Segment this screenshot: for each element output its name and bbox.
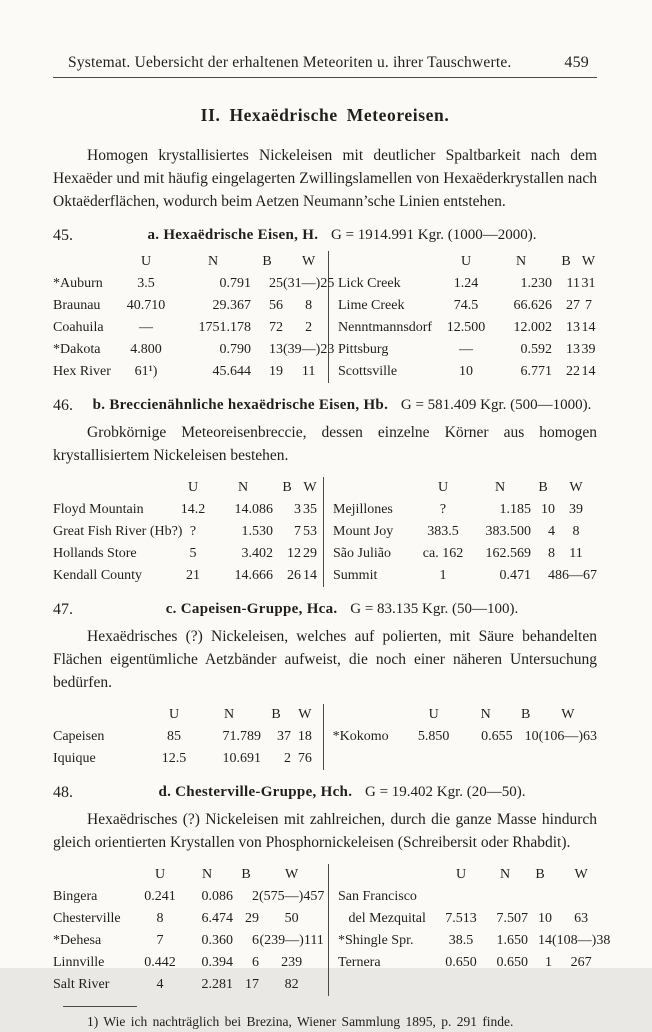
meteorite-table-45-right <box>338 251 597 383</box>
table-cell: 1.530 <box>241 524 273 539</box>
meteorite-name: *Shingle Spr. <box>338 933 414 948</box>
table-cell: 29 <box>303 546 317 561</box>
col-header: W <box>302 254 316 269</box>
table-cell: 5.850 <box>417 729 450 744</box>
col-header: U <box>187 480 199 495</box>
table-cell: 2.281 <box>201 977 233 992</box>
table-cell: 26 <box>287 568 301 583</box>
meteorite-name: Floyd Mountain <box>53 502 144 517</box>
table-cell: 383.5 <box>427 524 459 539</box>
meteorite-name: Pittsburg <box>338 342 389 357</box>
col-header-spacer <box>333 704 409 726</box>
meteorite-table-47-left <box>53 704 319 770</box>
table-cell: 35 <box>303 502 317 517</box>
table-cell: 162.569 <box>485 546 531 561</box>
col-header: U <box>154 867 166 882</box>
table-cell: 39 <box>569 502 583 517</box>
col-header: N <box>480 707 491 722</box>
col-header: B <box>561 254 571 269</box>
table-cell: 4 <box>548 524 555 539</box>
table-cell: 6 <box>252 933 259 948</box>
meteorite-name: Hollands Store <box>53 546 137 561</box>
meteorite-name: Bingera <box>53 889 98 904</box>
meteorite-name: Mount Joy <box>333 524 394 539</box>
col-header-spacer <box>333 477 417 499</box>
section-46-heading <box>53 397 597 414</box>
table-cell: 10.691 <box>222 751 261 766</box>
section-47-name: c. Capeisen-Gruppe, Hca. <box>165 601 338 617</box>
table-cell: 10 <box>524 729 539 744</box>
section-45-tables <box>53 251 597 383</box>
meteorite-name: Nenntmannsdorf <box>338 320 433 335</box>
table-cell <box>552 886 610 908</box>
section-47-tables <box>53 704 597 770</box>
table-cell: 0.241 <box>144 889 176 904</box>
col-header: W <box>303 480 317 495</box>
table-cell: 239 <box>281 955 303 970</box>
meteorite-table-46-left <box>53 477 319 587</box>
table-cell: 7.513 <box>445 911 477 926</box>
table-cell: 383.500 <box>485 524 531 539</box>
table-cell: 82 <box>284 977 299 992</box>
table-cell: 14 <box>581 320 596 335</box>
meteorite-table-45-left <box>53 251 335 383</box>
col-header: N <box>494 480 506 495</box>
table-cell: 3 <box>294 502 301 517</box>
meteorite-table-47-right <box>333 704 597 748</box>
table-cell: (575—)457 <box>259 889 325 904</box>
table-cell: 4.800 <box>130 342 162 357</box>
section-47-number: 47. <box>53 601 73 618</box>
table-cell: ? <box>189 524 197 539</box>
meteorite-name: Ternera <box>338 955 381 970</box>
meteorite-table-48-right <box>338 864 610 974</box>
section-48-left-column <box>53 864 329 996</box>
table-cell: 5 <box>189 546 197 561</box>
running-header-text: Systemat. Uebersicht der erhaltenen Meteoriten u. ihrer Tauschwerte. <box>68 54 512 71</box>
table-cell: 6.474 <box>201 911 233 926</box>
table-cell: 11 <box>566 276 580 291</box>
table-cell: ca. 162 <box>422 546 464 561</box>
meteorite-name: Mejillones <box>333 502 393 517</box>
table-cell: 22 <box>566 364 580 379</box>
col-header-spacer <box>338 251 442 273</box>
running-header <box>53 54 597 72</box>
col-header: U <box>437 480 449 495</box>
meteorite-name: Kendall County <box>53 568 143 583</box>
table-cell: (39—)23 <box>283 342 335 357</box>
table-cell: 18 <box>297 729 312 744</box>
col-header: N <box>237 480 249 495</box>
col-header-spacer <box>53 704 151 726</box>
meteorite-name: Salt River <box>53 977 110 992</box>
footnote-text: 1) Wie ich nachträglich bei Brezina, Wiener Sammlung 1895, p. 291 finde. <box>87 1014 514 1029</box>
meteorite-name: *Dakota <box>53 342 101 357</box>
table-cell: 1.650 <box>496 933 528 948</box>
section-46-name: b. Breccienähnliche hexaëdrische Eisen, Hb. <box>92 397 389 413</box>
table-cell: 1.230 <box>520 276 552 291</box>
section-48-name: d. Chesterville-Gruppe, Hch. <box>158 784 353 800</box>
table-cell <box>482 886 528 908</box>
col-header: U <box>140 254 152 269</box>
table-cell: 11 <box>569 546 583 561</box>
meteorite-table-48-left <box>53 864 324 996</box>
section-48-heading <box>53 784 597 801</box>
page-number: 459 <box>564 54 589 71</box>
col-header: N <box>201 867 213 882</box>
table-cell: 14 <box>581 364 596 379</box>
col-header: W <box>298 707 312 722</box>
section-46-number: 46. <box>53 397 73 414</box>
table-cell: 76 <box>297 751 312 766</box>
table-cell: 1751.178 <box>198 320 251 335</box>
section-47-weight: G = 83.135 Kgr. (50—100). <box>350 601 519 617</box>
table-cell: (108—)38 <box>552 933 611 948</box>
table-cell: 0.790 <box>219 342 251 357</box>
col-header-spacer <box>53 864 139 886</box>
table-cell: ? <box>439 502 447 517</box>
table-cell: (106—)63 <box>538 729 597 744</box>
table-cell: 7.507 <box>496 911 528 926</box>
table-cell: 0.360 <box>201 933 233 948</box>
table-cell: 85 <box>167 729 181 744</box>
table-cell: 25 <box>269 276 283 291</box>
table-cell: 29 <box>245 911 259 926</box>
table-cell: 61¹) <box>134 364 158 379</box>
table-cell: — <box>459 342 473 357</box>
col-header-spacer <box>338 864 440 886</box>
section-45-heading <box>53 227 597 244</box>
meteorite-name: Coahuila <box>53 320 104 335</box>
col-header: B <box>282 480 292 495</box>
table-cell: 37 <box>277 729 291 744</box>
table-cell: 6.771 <box>520 364 552 379</box>
section-46-tables <box>53 477 597 587</box>
table-cell: — <box>139 320 153 335</box>
table-cell: 14 <box>303 568 317 583</box>
meteorite-name: *Dehesa <box>53 933 102 948</box>
section-47-heading <box>53 601 597 618</box>
meteorite-name: Scottsville <box>338 364 398 379</box>
section-48-right-column <box>329 864 610 996</box>
col-header: B <box>521 707 531 722</box>
header-rule <box>53 77 597 78</box>
section-46-weight: G = 581.409 Kgr. (500—1000). <box>400 397 592 413</box>
table-cell: 31 <box>581 276 596 291</box>
table-cell: 72 <box>269 320 283 335</box>
table-cell: 45.644 <box>212 364 251 379</box>
section-45-left-column <box>53 251 335 383</box>
table-cell: 0.086 <box>201 889 233 904</box>
meteorite-name: Lime Creek <box>338 298 405 313</box>
table-cell: 19 <box>269 364 283 379</box>
table-cell: 10 <box>541 502 555 517</box>
table-cell: 0.655 <box>481 729 513 744</box>
section-47-right-column <box>324 704 597 770</box>
meteorite-name: Linnville <box>53 955 105 970</box>
table-cell: 12.5 <box>161 751 187 766</box>
table-cell: 0.650 <box>445 955 477 970</box>
table-cell: 40.710 <box>126 298 166 313</box>
table-cell: 10 <box>538 911 552 926</box>
section-47-left-column <box>53 704 324 770</box>
meteorite-name: Iquique <box>53 751 96 766</box>
table-cell: 86—67 <box>555 568 597 583</box>
table-cell: 63 <box>574 911 589 926</box>
section-45-right-column <box>329 251 597 383</box>
table-cell: 13 <box>269 342 283 357</box>
table-cell: 1 <box>439 568 447 583</box>
section-45-number: 45. <box>53 227 73 244</box>
meteorite-name: del Mezquital <box>338 911 426 926</box>
table-cell: 10 <box>459 364 473 379</box>
section-46-paragraph: Grobkörnige Meteoreisenbreccie, dessen einzelne Körner aus homogen krystallisiertem Nickeleisen bestehen. <box>53 424 597 464</box>
section-48-weight: G = 19.402 Kgr. (20—50). <box>365 784 526 800</box>
meteorite-name: Great Fish River (Hb?) <box>53 524 183 539</box>
table-cell: 0.394 <box>201 955 233 970</box>
meteorite-name: Braunau <box>53 298 101 313</box>
table-cell: 27 <box>566 298 580 313</box>
col-header: B <box>271 707 281 722</box>
col-header: N <box>207 254 219 269</box>
table-cell: 11 <box>301 364 316 379</box>
table-cell: 12 <box>287 546 301 561</box>
meteorite-name: Capeisen <box>53 729 105 744</box>
table-cell: 17 <box>245 977 259 992</box>
table-cell <box>440 886 482 908</box>
table-cell: 7 <box>585 298 592 313</box>
table-cell: 14.2 <box>180 502 206 517</box>
table-cell: 56 <box>269 298 283 313</box>
section-45-name: a. Hexaëdrische Eisen, H. <box>147 227 319 243</box>
section-46-right-column <box>324 477 597 587</box>
table-cell: 74.5 <box>453 298 479 313</box>
col-header: W <box>581 254 596 269</box>
table-cell: 8 <box>305 298 313 313</box>
table-cell: 3.402 <box>241 546 273 561</box>
meteorite-table-46-right <box>333 477 597 587</box>
table-cell <box>528 886 552 908</box>
table-cell: (31—)25 <box>283 276 335 291</box>
col-header: N <box>223 707 235 722</box>
chapter-title: II. Hexaëdrische Meteoreisen. <box>200 105 450 125</box>
table-cell: 1.24 <box>453 276 479 291</box>
table-cell: 50 <box>284 911 299 926</box>
table-cell: 29.367 <box>212 298 251 313</box>
table-cell: 14.666 <box>234 568 273 583</box>
table-cell: 2 <box>252 889 259 904</box>
table-cell: 7 <box>294 524 301 539</box>
col-header: W <box>574 867 588 882</box>
table-cell: 39 <box>581 342 596 357</box>
table-cell: 7 <box>156 933 164 948</box>
table-cell: 71.789 <box>222 729 261 744</box>
table-cell: 12.500 <box>446 320 486 335</box>
meteorite-name: San Francisco <box>338 889 417 904</box>
col-header: U <box>168 707 180 722</box>
table-cell: 2 <box>305 320 313 335</box>
table-cell: 3.5 <box>137 276 155 291</box>
col-header: U <box>455 867 467 882</box>
table-cell: 13 <box>566 320 580 335</box>
footnote-rule <box>63 1006 137 1007</box>
section-46-left-column <box>53 477 324 587</box>
table-cell: 0.471 <box>499 568 531 583</box>
section-45-weight: G = 1914.991 Kgr. (1000—2000). <box>331 227 537 243</box>
intro-paragraph: Homogen krystallisiertes Nickeleisen mit deutlicher Spaltbarkeit nach dem Hexaëder und mit häufig eingelagerten Zwillingslamellen von Hexaëderkrystallen nach Oktaëderflächen, wodurch beim Aetzen Neumann’sche Linien entstehen. <box>53 147 597 210</box>
table-cell: 6 <box>252 955 259 970</box>
meteorite-name: Hex River <box>53 364 111 379</box>
table-cell: 2 <box>284 751 291 766</box>
table-cell: 8 <box>548 546 555 561</box>
table-cell: 14 <box>538 933 552 948</box>
col-header: B <box>262 254 272 269</box>
table-cell: 53 <box>303 524 317 539</box>
table-cell: 21 <box>186 568 200 583</box>
table-cell: 4 <box>548 568 555 583</box>
col-header: B <box>535 867 545 882</box>
col-header: U <box>460 254 472 269</box>
table-cell: 1 <box>545 955 552 970</box>
col-header: W <box>561 707 575 722</box>
section-48-number: 48. <box>53 784 73 801</box>
table-cell: 0.791 <box>219 276 251 291</box>
meteorite-name: São Julião <box>333 546 391 561</box>
meteorite-name: *Auburn <box>53 276 103 291</box>
meteorite-name: Chesterville <box>53 911 121 926</box>
table-cell: 0.592 <box>520 342 552 357</box>
meteorite-name: Summit <box>333 568 378 583</box>
meteorite-name: *Kokomo <box>332 729 389 744</box>
col-header: B <box>241 867 251 882</box>
col-header: W <box>285 867 299 882</box>
table-cell: 14.086 <box>234 502 273 517</box>
table-cell: 1.185 <box>499 502 531 517</box>
table-cell: 267 <box>570 955 592 970</box>
table-cell: 4 <box>156 977 164 992</box>
table-cell: 38.5 <box>448 933 474 948</box>
col-header: U <box>428 707 439 722</box>
col-header: N <box>499 867 511 882</box>
table-cell: 12.002 <box>513 320 552 335</box>
table-cell: 0.650 <box>496 955 528 970</box>
col-header: W <box>569 480 583 495</box>
section-47-paragraph: Hexaëdrisches (?) Nickeleisen, welches auf polierten, mit Säure behandelten Flächen eigentümliche Aetzbänder aufweist, die noch einer näheren Untersuchung bedürfen. <box>53 628 597 691</box>
table-cell: 66.626 <box>513 298 552 313</box>
col-header-spacer <box>53 251 117 273</box>
table-cell: 0.442 <box>144 955 176 970</box>
table-cell: 13 <box>566 342 580 357</box>
table-cell: (239—)111 <box>259 933 324 948</box>
section-48-paragraph: Hexaëdrisches (?) Nickeleisen mit zahlreichen, durch die ganze Masse hindurch gleich orientierten Krystallen von Phosphornickeleisen (Schreibersit oder Rhabdit). <box>53 811 597 851</box>
col-header: N <box>515 254 527 269</box>
table-cell: 8 <box>156 911 164 926</box>
col-header-spacer <box>53 477 173 499</box>
section-48-tables <box>53 864 611 996</box>
table-cell: 8 <box>572 524 580 539</box>
meteorite-name: Lick Creek <box>338 276 401 291</box>
col-header: B <box>538 480 548 495</box>
